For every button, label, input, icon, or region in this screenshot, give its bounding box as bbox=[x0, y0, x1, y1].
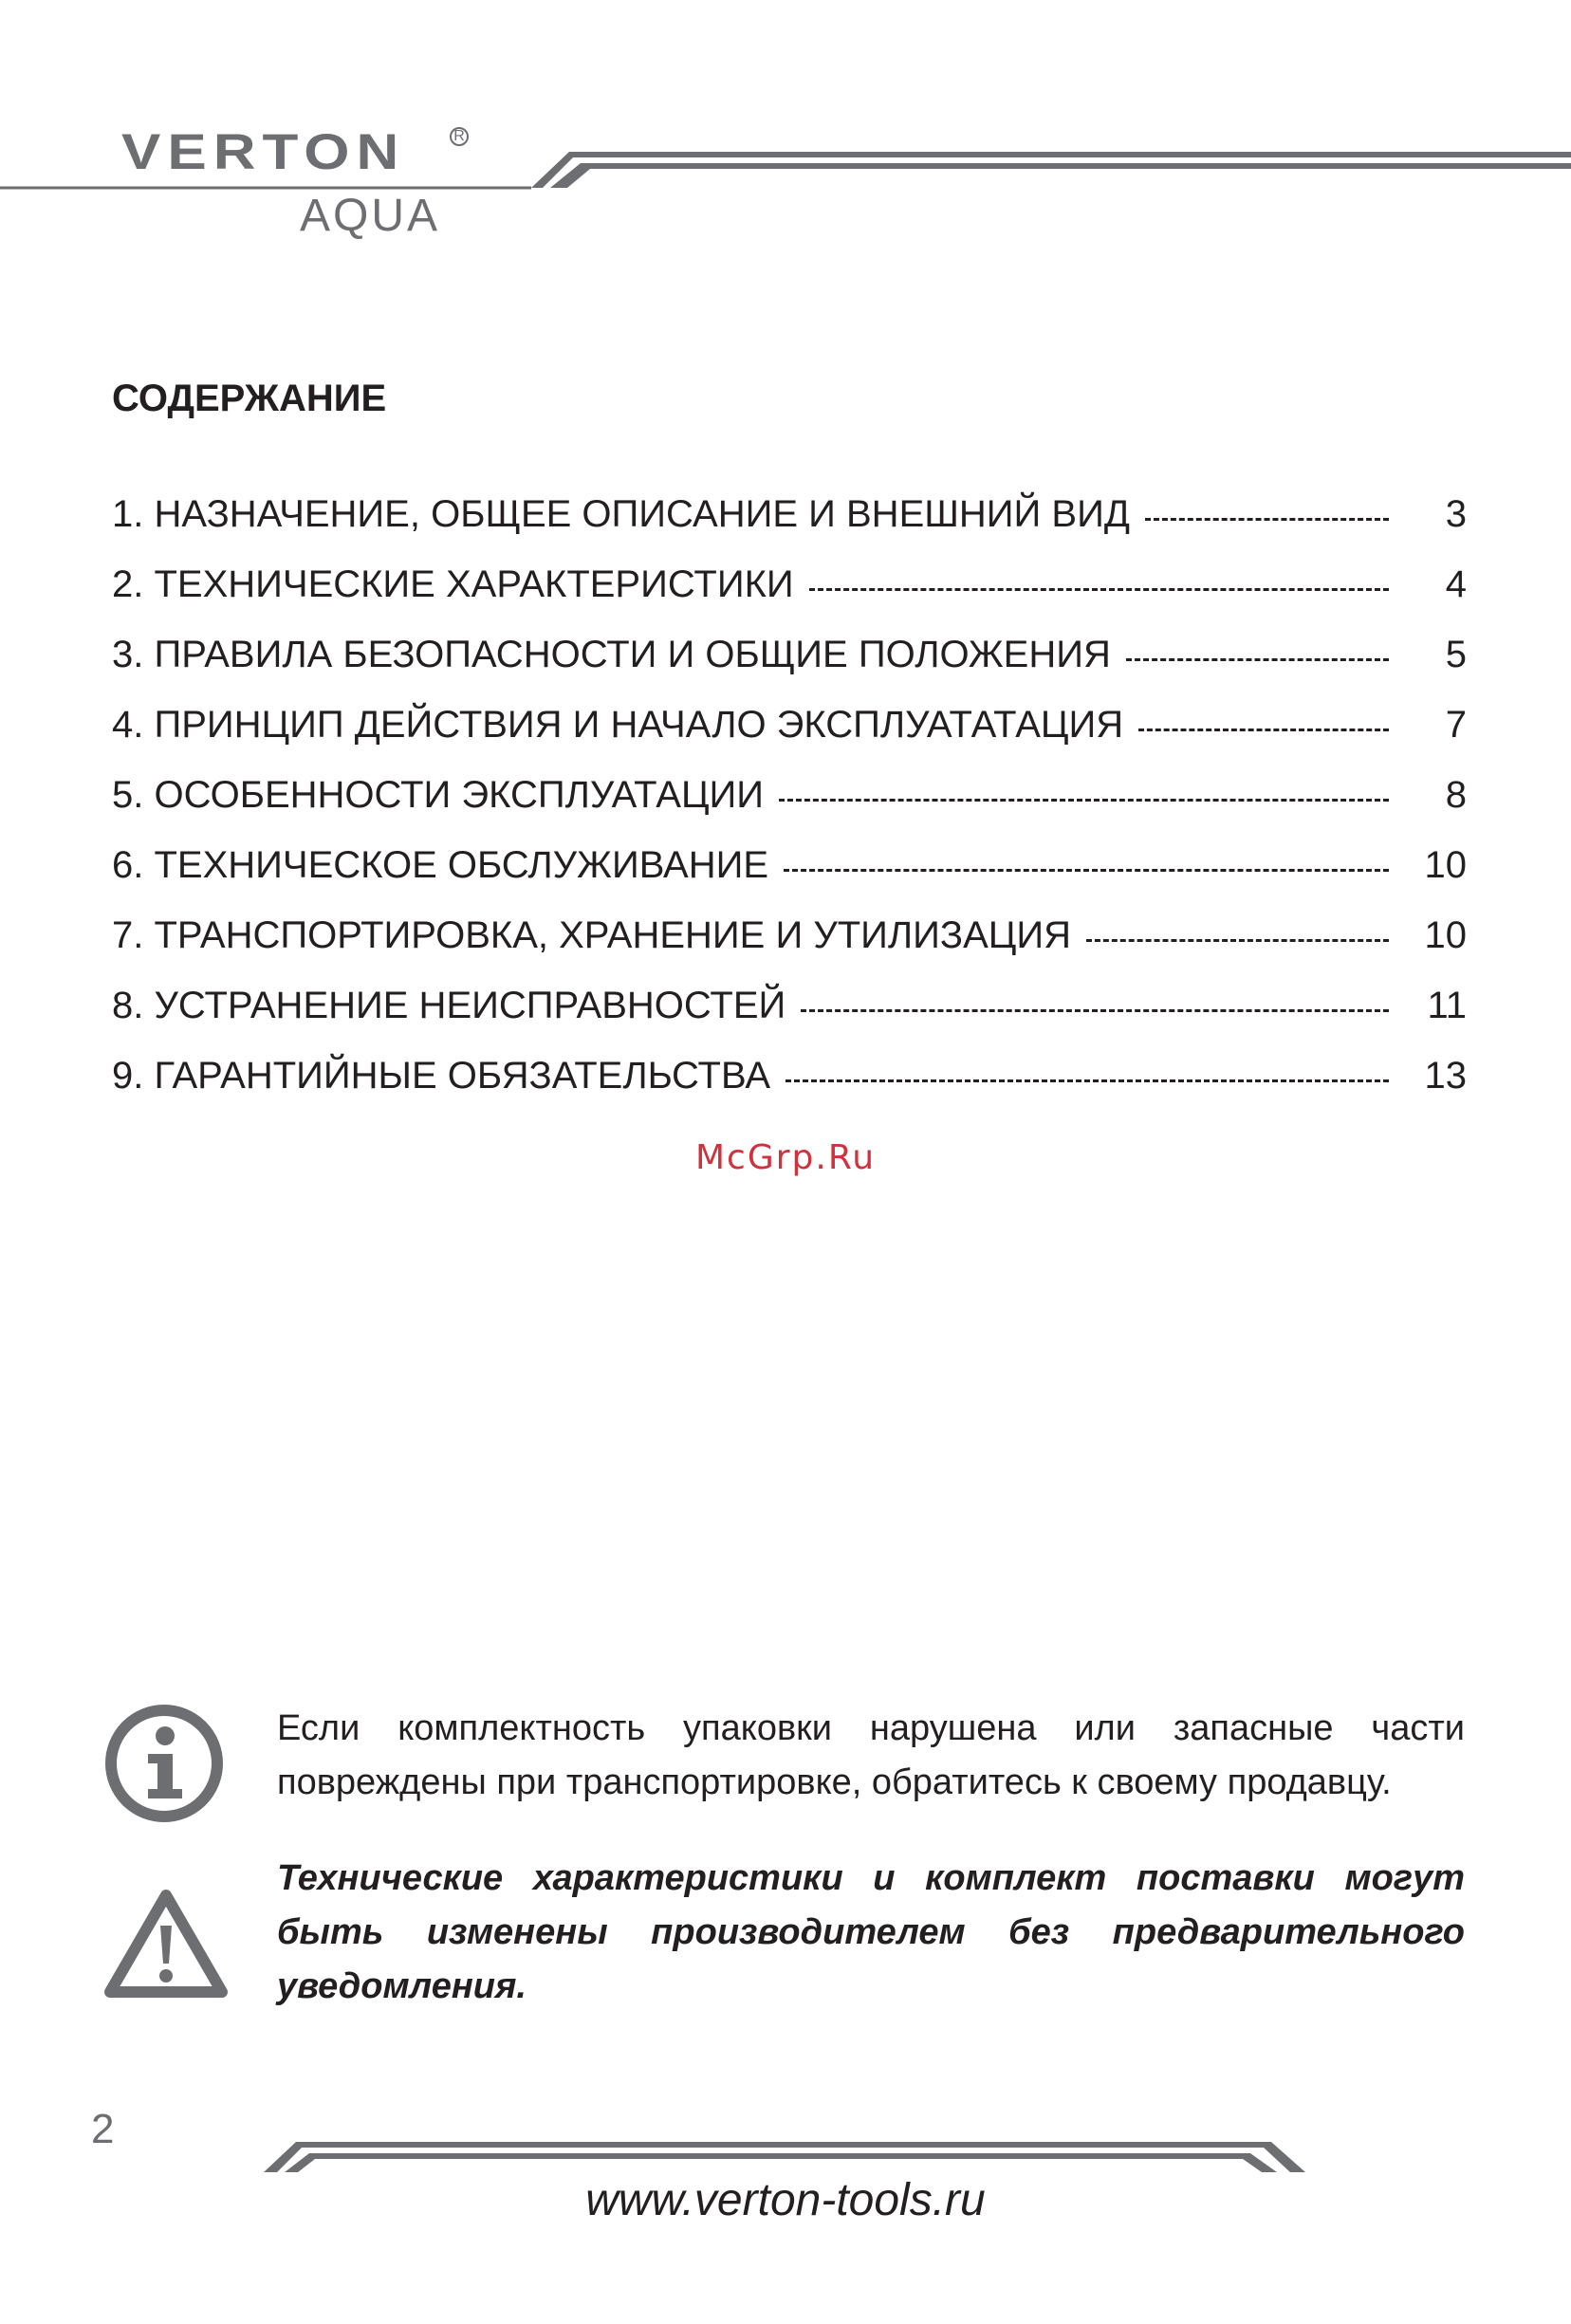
toc-entry-page: 5 bbox=[1445, 634, 1467, 675]
brand-logo bbox=[121, 123, 482, 247]
warning-note: Технические характеристики и комплект поставки могут быть изменены производителем без предварительного уведомления. bbox=[277, 1858, 1465, 2006]
logo-sub-brand: AQUA bbox=[300, 191, 441, 241]
toc-entry-page: 13 bbox=[1424, 1055, 1467, 1097]
toc-entry-label: 8. УСТРАНЕНИЕ НЕИСПРАВНОСТЕЙ bbox=[112, 985, 786, 1026]
toc-entry-page: 10 bbox=[1424, 844, 1467, 886]
logo-brand-text: VERTON bbox=[121, 123, 406, 181]
toc-entry[interactable] bbox=[112, 914, 1467, 985]
toc-entry-page: 11 bbox=[1427, 985, 1467, 1026]
toc-entry-page: 8 bbox=[1445, 774, 1467, 816]
toc-entry[interactable] bbox=[112, 985, 1467, 1055]
info-note: Если комплектность упаковки нарушена или запасные части повреждены при транспортировке, обратитесь к своему продавцу. bbox=[277, 1708, 1465, 1802]
toc-title: СОДЕРЖАНИЕ bbox=[112, 378, 387, 419]
toc-entry[interactable] bbox=[112, 634, 1467, 704]
toc-leader bbox=[1086, 936, 1389, 942]
website-url[interactable]: www.verton-tools.ru bbox=[585, 2175, 986, 2225]
registered-mark: R bbox=[450, 127, 469, 146]
toc-leader bbox=[801, 1006, 1389, 1012]
warning-icon bbox=[104, 1888, 228, 2001]
toc-leader bbox=[1126, 655, 1389, 661]
toc-entry[interactable] bbox=[112, 704, 1467, 774]
toc-entry-label: 6. ТЕХНИЧЕСКОЕ ОБСЛУЖИВАНИЕ bbox=[112, 844, 769, 886]
info-icon bbox=[102, 1702, 226, 1825]
toc-entry-label: 3. ПРАВИЛА БЕЗОПАСНОСТИ И ОБЩИЕ ПОЛОЖЕНИЯ bbox=[112, 634, 1111, 675]
toc-leader bbox=[786, 1077, 1389, 1082]
toc-entry-label: 5. ОСОБЕННОСТИ ЭКСПЛУАТАЦИИ bbox=[112, 774, 765, 816]
page-number: 2 bbox=[91, 2106, 115, 2152]
toc-entry-label: 7. ТРАНСПОРТИРОВКА, ХРАНЕНИЕ И УТИЛИЗАЦИЯ bbox=[112, 914, 1071, 956]
toc-entry-label: 2. ТЕХНИЧЕСКИЕ ХАРАКТЕРИСТИКИ bbox=[112, 563, 794, 605]
toc-entry[interactable] bbox=[112, 493, 1467, 563]
toc-entry-label: 4. ПРИНЦИП ДЕЙСТВИЯ И НАЧАЛО ЭКСПЛУАТАТАЦИЯ bbox=[112, 704, 1124, 746]
toc-list bbox=[112, 493, 1467, 1125]
toc-entry-label: 9. ГАРАНТИЙНЫЕ ОБЯЗАТЕЛЬСТВА bbox=[112, 1055, 771, 1097]
toc-entry-page: 3 bbox=[1445, 493, 1467, 535]
watermark: McGrp.Ru bbox=[694, 1138, 877, 1177]
toc-entry-page: 7 bbox=[1445, 704, 1467, 746]
toc-entry[interactable] bbox=[112, 774, 1467, 844]
toc-entry[interactable] bbox=[112, 844, 1467, 914]
toc-leader bbox=[809, 585, 1389, 591]
toc-entry-page: 4 bbox=[1445, 563, 1467, 605]
footer-rule bbox=[0, 2125, 1571, 2172]
toc-leader bbox=[1138, 726, 1389, 731]
toc-leader bbox=[784, 866, 1389, 872]
toc-entry-page: 10 bbox=[1424, 914, 1467, 956]
toc-entry[interactable] bbox=[112, 1055, 1467, 1125]
toc-leader bbox=[779, 796, 1389, 802]
toc-leader bbox=[1145, 515, 1389, 521]
toc-entry[interactable] bbox=[112, 563, 1467, 634]
toc-entry-label: 1. НАЗНАЧЕНИЕ, ОБЩЕЕ ОПИСАНИЕ И ВНЕШНИЙ ВИД bbox=[112, 493, 1130, 535]
